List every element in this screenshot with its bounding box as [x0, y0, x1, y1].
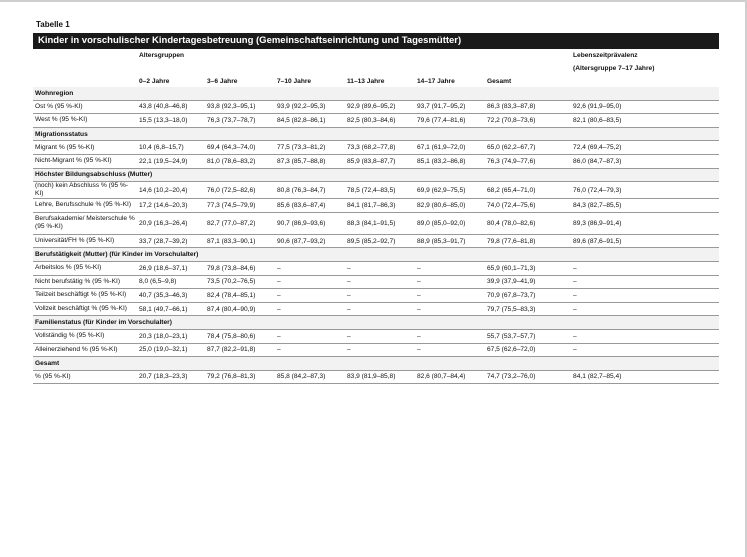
table-cell: 84,1 (82,7–85,4) [571, 370, 719, 384]
table-cell: 20,9 (16,3–26,4) [137, 212, 205, 234]
table-cell: – [571, 289, 719, 303]
table-row [33, 199, 719, 213]
table-cell: 81,0 (78,6–83,2) [205, 154, 275, 168]
table-row [33, 154, 719, 168]
section-title: Familienstatus (für Kinder im Vorschulalter) [33, 316, 719, 330]
table-cell: 87,3 (85,7–88,8) [275, 154, 345, 168]
table-cell: 93,9 (92,2–95,3) [275, 100, 345, 114]
table-cell: 76,3 (74,9–77,6) [485, 154, 571, 168]
table-cell: – [415, 261, 485, 275]
table-cell: 88,3 (84,1–91,5) [345, 212, 415, 234]
table-cell: 76,0 (72,4–79,3) [571, 182, 719, 199]
row-label: Vollständig % (95 %-KI) [33, 329, 137, 343]
table-cell: 78,4 (75,8–80,6) [205, 329, 275, 343]
row-label: Lehre, Berufsschule % (95 %-KI) [33, 199, 137, 213]
table-cell: 90,6 (87,7–93,2) [275, 234, 345, 248]
table-cell: 40,7 (35,3–46,3) [137, 289, 205, 303]
section-title: Wohnregion [33, 87, 719, 100]
table-cell: 20,3 (18,0–23,1) [137, 329, 205, 343]
table-cell: – [571, 261, 719, 275]
table-cell: 67,1 (61,9–72,0) [415, 141, 485, 155]
header-row-columns [33, 75, 719, 87]
table-row [33, 234, 719, 248]
section-title: Gesamt [33, 357, 719, 371]
table-cell: – [571, 329, 719, 343]
table-row [33, 302, 719, 316]
row-label: Arbeitslos % (95 %-KI) [33, 261, 137, 275]
row-label: Teilzeit beschäftigt % (95 %-KI) [33, 289, 137, 303]
table-cell: 76,3 (73,7–78,7) [205, 114, 275, 128]
table-cell: 80,4 (78,0–82,6) [485, 212, 571, 234]
table-cell: – [275, 275, 345, 289]
table-row [33, 100, 719, 114]
table-cell: – [415, 329, 485, 343]
column-header: Gesamt [487, 77, 512, 85]
table-cell: 43,8 (40,8–46,8) [137, 100, 205, 114]
table-cell: – [275, 289, 345, 303]
table-cell: 82,9 (80,6–85,0) [415, 199, 485, 213]
table-caption: Tabelle 1 [36, 20, 70, 29]
row-label: Nicht-Migrant % (95 %-KI) [33, 154, 137, 168]
group-header: Altersgruppen [139, 52, 185, 59]
row-label: % (95 %-KI) [33, 370, 137, 384]
table-cell: – [571, 275, 719, 289]
table-cell: 79,7 (75,5–83,3) [485, 302, 571, 316]
table-cell: 79,6 (77,4–81,6) [415, 114, 485, 128]
table-cell: 82,1 (80,6–83,5) [571, 114, 719, 128]
table-cell: – [571, 302, 719, 316]
table-cell: – [345, 261, 415, 275]
table-row [33, 114, 719, 128]
table-cell: – [415, 275, 485, 289]
row-label: (noch) kein Abschluss % (95 %-KI) [33, 182, 137, 199]
table-cell: 93,8 (92,3–95,1) [205, 100, 275, 114]
table-cell: 85,8 (84,2–87,3) [275, 370, 345, 384]
table-cell: 83,9 (81,9–85,8) [345, 370, 415, 384]
header-row-group [33, 49, 719, 62]
table-row [33, 343, 719, 357]
table-row [33, 329, 719, 343]
table-body [33, 49, 719, 384]
table-cell: 73,3 (68,2–77,8) [345, 141, 415, 155]
table-cell: 15,5 (13,3–18,0) [137, 114, 205, 128]
table-cell: – [415, 302, 485, 316]
table-cell: 79,2 (76,8–81,3) [205, 370, 275, 384]
table-cell: 77,5 (73,3–81,2) [275, 141, 345, 155]
table-cell: 25,0 (19,0–32,1) [137, 343, 205, 357]
table-cell: 39,9 (37,9–41,9) [485, 275, 571, 289]
table-cell: 76,0 (72,5–82,6) [205, 182, 275, 199]
table-cell: 82,4 (78,4–85,1) [205, 289, 275, 303]
table-cell: 84,3 (82,7–85,5) [571, 199, 719, 213]
table-cell: 55,7 (53,7–57,7) [485, 329, 571, 343]
table-cell: 65,0 (62,2–67,7) [485, 141, 571, 155]
table-cell: 33,7 (28,7–39,2) [137, 234, 205, 248]
table-row [33, 182, 719, 199]
table-cell: 72,2 (70,8–73,6) [485, 114, 571, 128]
table-cell: – [275, 343, 345, 357]
lifetime-header-2: (Altersgruppe 7–17 Jahre) [573, 65, 655, 72]
section-title: Berufstätigkeit (Mutter) (für Kinder im Vorschulalter) [33, 248, 719, 262]
table-cell: 67,5 (62,6–72,0) [485, 343, 571, 357]
column-header: 11–13 Jahre [347, 77, 385, 85]
table-cell: – [345, 343, 415, 357]
column-header: 7–10 Jahre [277, 77, 312, 85]
table-cell: 8,0 (6,5–9,8) [137, 275, 205, 289]
table-cell: 58,1 (49,7–66,1) [137, 302, 205, 316]
table-cell: 79,8 (77,6–81,8) [485, 234, 571, 248]
section-title: Höchster Bildungsabschluss (Mutter) [33, 168, 719, 182]
table-row [33, 275, 719, 289]
table-cell: 74,0 (72,4–75,6) [485, 199, 571, 213]
table-cell: 82,6 (80,7–84,4) [415, 370, 485, 384]
section-row [33, 248, 719, 262]
row-label: Berufsakademie/ Meisterschule % (95 %-KI) [33, 212, 137, 234]
table-cell: – [275, 302, 345, 316]
table-cell: 85,6 (83,6–87,4) [275, 199, 345, 213]
row-label: Universität/FH % (95 %-KI) [33, 234, 137, 248]
table-row [33, 212, 719, 234]
section-row [33, 87, 719, 100]
table-cell: 85,1 (83,2–86,8) [415, 154, 485, 168]
table-cell: – [345, 289, 415, 303]
table-cell: – [571, 343, 719, 357]
table-cell: 84,1 (81,7–86,3) [345, 199, 415, 213]
table-cell: 90,7 (86,9–93,6) [275, 212, 345, 234]
side-margin [0, 0, 24, 557]
section-row [33, 168, 719, 182]
row-label: Ost % (95 %-KI) [33, 100, 137, 114]
table-cell: 74,7 (73,2–76,0) [485, 370, 571, 384]
row-label: Nicht berufstätig % (95 %-KI) [33, 275, 137, 289]
table-cell: – [345, 275, 415, 289]
table-cell: 87,7 (82,2–91,8) [205, 343, 275, 357]
table-cell: 26,9 (18,6–37,1) [137, 261, 205, 275]
table-cell: – [415, 289, 485, 303]
table-cell: 92,6 (91,9–95,0) [571, 100, 719, 114]
table-cell: 88,9 (85,3–91,7) [415, 234, 485, 248]
column-header: 3–6 Jahre [207, 77, 238, 85]
table-cell: 69,4 (64,3–74,0) [205, 141, 275, 155]
table-cell: 89,5 (85,2–92,7) [345, 234, 415, 248]
data-table [33, 49, 719, 384]
table-cell: 20,7 (18,3–23,3) [137, 370, 205, 384]
table-cell: 86,0 (84,7–87,3) [571, 154, 719, 168]
table-cell: 10,4 (6,8–15,7) [137, 141, 205, 155]
table-cell: – [275, 329, 345, 343]
table-cell: 70,9 (67,8–73,7) [485, 289, 571, 303]
table-cell: – [345, 302, 415, 316]
row-label: West % (95 %-KI) [33, 114, 137, 128]
table-cell: 22,1 (19,5–24,9) [137, 154, 205, 168]
section-title: Migrationsstatus [33, 127, 719, 141]
table-cell: 85,9 (83,8–87,7) [345, 154, 415, 168]
table-cell: 93,7 (91,7–95,2) [415, 100, 485, 114]
table-cell: 77,3 (74,5–79,9) [205, 199, 275, 213]
table-cell: 68,2 (65,4–71,0) [485, 182, 571, 199]
table-cell: 72,4 (69,4–75,2) [571, 141, 719, 155]
row-label: Migrant % (95 %-KI) [33, 141, 137, 155]
header-row-lifetime [33, 62, 719, 75]
section-row [33, 127, 719, 141]
table-cell: 69,9 (62,9–75,5) [415, 182, 485, 199]
table-cell: – [345, 329, 415, 343]
table-row [33, 141, 719, 155]
table-title: Kinder in vorschulischer Kindertagesbetreuung (Gemeinschaftseinrichtung und Tagesmütter) [33, 33, 719, 49]
table-cell: 89,0 (85,0–92,0) [415, 212, 485, 234]
table-cell: 92,9 (89,6–95,2) [345, 100, 415, 114]
table-cell: 87,4 (80,4–90,9) [205, 302, 275, 316]
table-cell: 86,3 (83,3–87,8) [485, 100, 571, 114]
page-edge-top [0, 0, 747, 2]
table-cell: 65,9 (60,1–71,3) [485, 261, 571, 275]
table-cell: 73,5 (70,2–76,5) [205, 275, 275, 289]
row-label: Vollzeit beschäftigt % (95 %-KI) [33, 302, 137, 316]
table-cell: 14,6 (10,2–20,4) [137, 182, 205, 199]
section-row [33, 316, 719, 330]
table-cell: 89,3 (86,9–91,4) [571, 212, 719, 234]
table-cell: – [275, 261, 345, 275]
lifetime-header-1: Lebenszeitprävalenz [573, 52, 638, 59]
table-cell: 89,6 (87,6–91,5) [571, 234, 719, 248]
table-container [33, 20, 719, 384]
table-row [33, 289, 719, 303]
column-header: 14–17 Jahre [417, 77, 455, 85]
table-cell: 82,7 (77,0–87,2) [205, 212, 275, 234]
table-cell: 84,5 (82,8–86,1) [275, 114, 345, 128]
section-row [33, 357, 719, 371]
table-cell: 82,5 (80,3–84,6) [345, 114, 415, 128]
table-cell: 78,5 (72,4–83,5) [345, 182, 415, 199]
table-row [33, 261, 719, 275]
table-cell: 17,2 (14,6–20,3) [137, 199, 205, 213]
table-cell: 79,8 (73,8–84,6) [205, 261, 275, 275]
table-cell: 87,1 (83,3–90,1) [205, 234, 275, 248]
table-cell: – [415, 343, 485, 357]
column-header: 0–2 Jahre [139, 77, 170, 85]
table-cell: 80,8 (76,3–84,7) [275, 182, 345, 199]
row-label: Alleinerziehend % (95 %-KI) [33, 343, 137, 357]
table-row [33, 370, 719, 384]
